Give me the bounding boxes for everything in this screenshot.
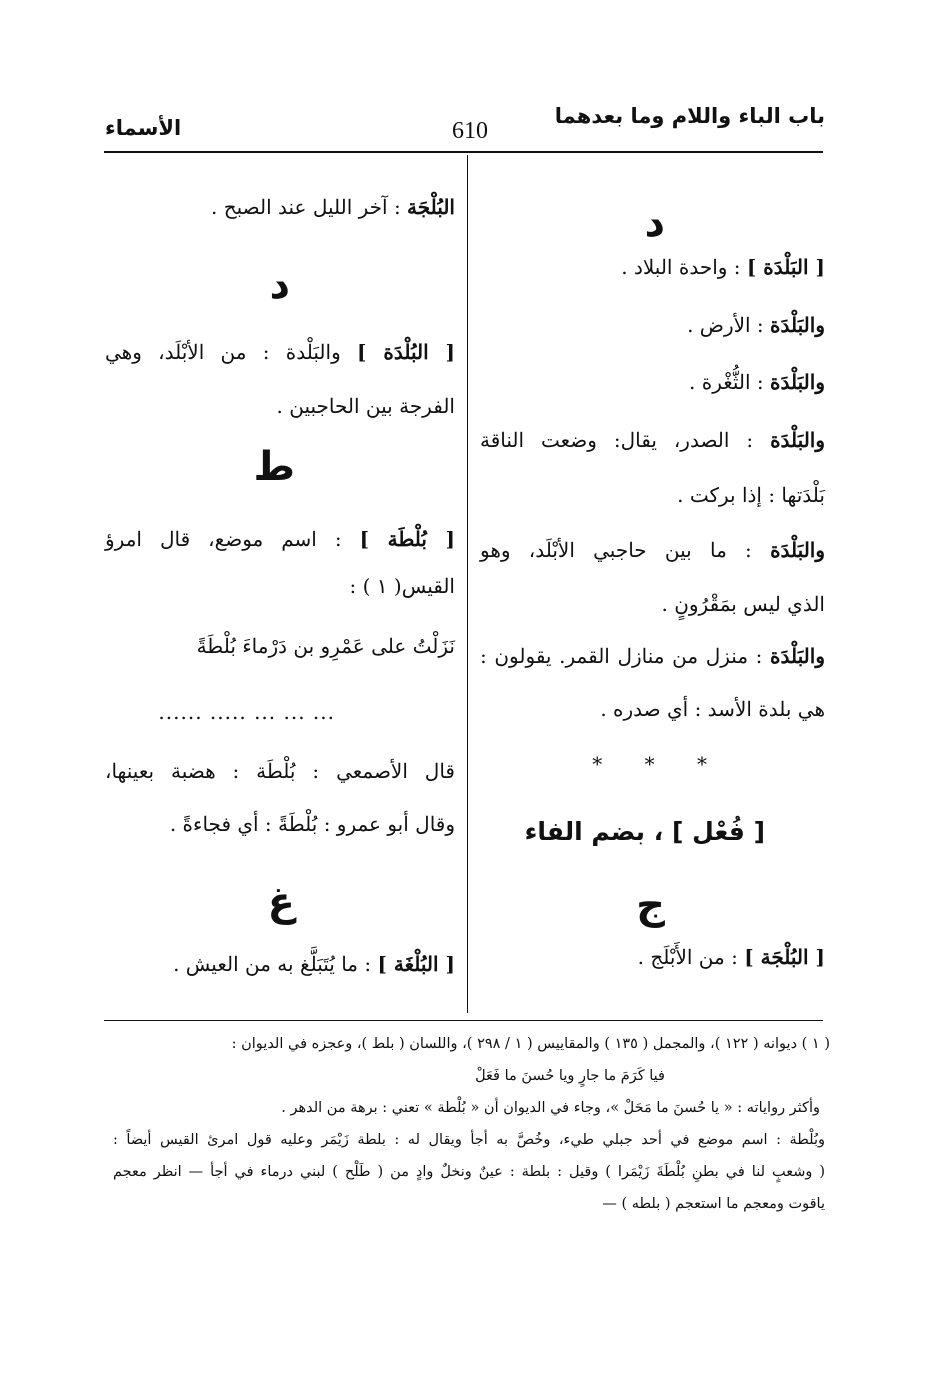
letter-heading-dal: د [644,200,665,246]
entry-balda-5-cont: الذي ليس بمَقْرُونٍ . [661,592,825,616]
footnote-verse: فيا كَرَمَ ما جارٍ ويا حُسنَ ما فَعَلْ [475,1068,665,1084]
footnote-rule [104,1020,823,1021]
definition: : الأرض . [687,313,764,337]
chapter-title: باب الباء واللام وما بعدهما [554,104,825,128]
entry-bulta-cont: القيس( ١ ) : [349,574,455,598]
entry-bulta-note-2: وقال أبو عمرو : بُلْطَةً : أي فجاءةً . [169,812,455,836]
entry-balda-1 [621,238,825,296]
footnote-line-5: ( وشعبٍ لنا في بطنِ بُلْطَةَ زَيْمَرا ) وقيل : بلطة : عينٌ ونخلٌ وادٍ من ( طَلْح ) لبني درماء في أجأ — انظر معجم [113,1164,825,1180]
headword: [ البُلْغَة ] [377,952,455,976]
entry-bulda [105,323,455,381]
letter-heading-jim: ج [636,882,665,928]
headword: [ البَلْدَة ] [746,255,825,279]
page-number: 610 [452,118,488,144]
footnote-line-4: وبُلْطة : اسم موضع في أحد جبلي طيء، وخُصَّ به أجأ ويقال له : بلطة زَيْمَر وعليه قول امرئ القيس أيضاً : [113,1132,825,1148]
headword: [ البُلْجَة ] [744,945,825,969]
footnote-line-1: ( ١ ) ديوانه ( ١٢٢ )، والمجمل ( ١٣٥ ) والمقاييس ( ١ / ٢٩٨ )، واللسان ( بلط )، وعجزه في الديوان : [231,1036,830,1052]
header-rule [104,151,823,153]
entry-balda-6-cont: هي بلدة الأسد : أي صدره . [600,697,825,721]
entry-balda-6 [480,627,825,685]
footnote-line-6: ياقوت ومعجم ما استعجم ( بلطه ) — [602,1196,825,1212]
entry-buljah [638,928,825,986]
definition: : ما بين حاجبي الأبْلَد، وهو [480,538,752,562]
section-heading-fuel: [ فُعْل ] ، بضم الفاء [524,817,765,846]
headword: والبَلْدَة [770,644,825,668]
footnote-line-3: وأكثر رواياته : « يا حُسنَ ما مَحَلْ »، وجاء في الديوان أن « بُلْطة » تعني : برهة من الدهر . [281,1100,820,1116]
entry-balda-2 [687,296,825,354]
entry-bulda-cont: الفرجة بين الحاجبين . [276,394,455,418]
letter-heading-ghayn: غ [267,879,295,925]
entry-balda-4-cont: بَلْدَتها : إذا بركت . [677,483,825,507]
definition: : منزل من منازل القمر. يقولون : [480,644,763,668]
entry-balda-5 [480,521,825,579]
headword: والبَلْدَة [770,370,825,394]
definition: : من الأَبْلَج . [637,945,738,969]
definition: والبَلْدة : من الأبْلَد، وهي [105,340,341,364]
letter-heading-dal: د [269,262,290,308]
section-title: الأسماء [105,116,182,140]
verse-ellipsis: ...... ..... ... ... ... [158,700,335,724]
entry-buljah-2 [211,178,455,236]
entry-balda-3 [689,353,825,411]
entry-bulta-note-1: قال الأصمعي : بُلْطَة : هضبة بعينها، [105,759,455,783]
headword: [ البُلْدَة ] [357,340,456,364]
definition: : اسم موضع، قال امرؤ [105,527,342,551]
definition: : الثُّغْرة . [689,370,764,394]
headword: والبَلْدَة [770,538,826,562]
headword: والبَلْدَة [770,313,825,337]
entry-bulgha [173,935,455,993]
entry-balda-4 [480,411,825,469]
definition: : الصدر، يقال: وضعت الناقة [480,428,754,452]
column-divider [467,155,468,1013]
definition: : ما يُتَبَلَّغ به من العيش . [173,952,372,976]
headword: البُلْجَة [407,195,455,219]
definition: : آخر الليل عند الصبح . [210,195,401,219]
headword: [ بُلْطَة ] [359,527,456,551]
letter-heading-ta: ط [253,444,295,490]
headword: والبَلْدَة [770,428,826,452]
poetry-verse: نَزَلْتُ على عَمْرِو بن دَرْماءَ بُلْطَةً [196,634,455,658]
definition: : واحدة البلاد . [621,255,741,279]
section-separator-stars: * * * [592,752,725,776]
